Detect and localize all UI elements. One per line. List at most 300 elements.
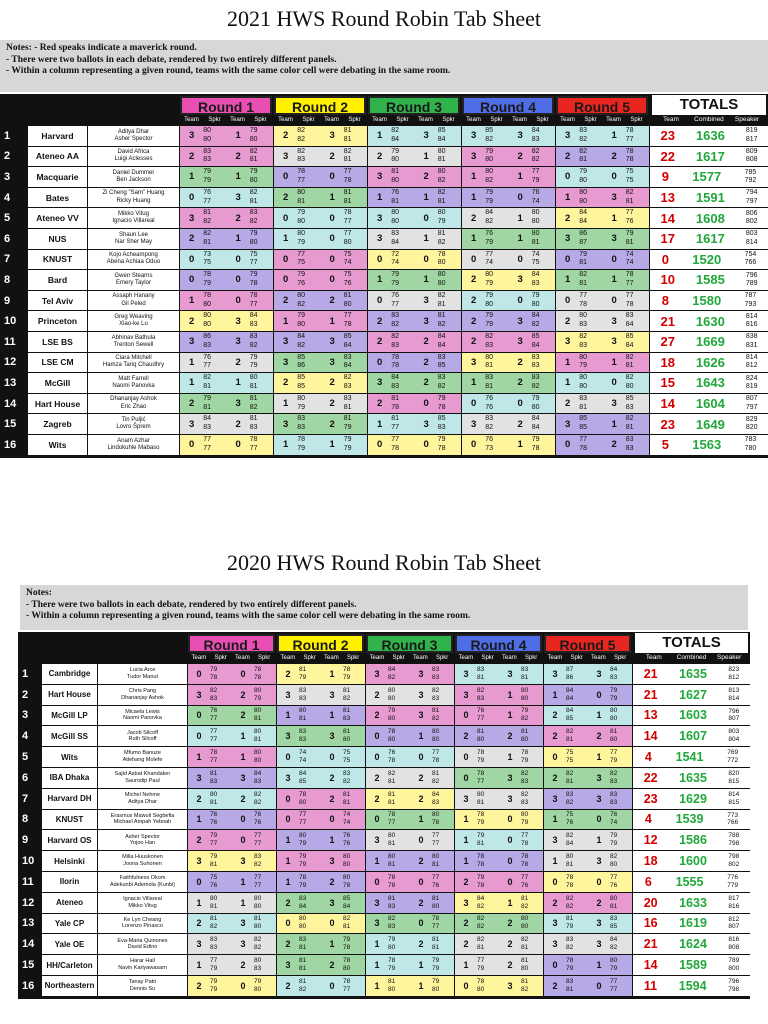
speaker-total: 815 <box>728 798 740 806</box>
team-row <box>0 188 768 208</box>
ballot-win: 3 <box>596 856 602 867</box>
ballot-speaks <box>203 374 226 392</box>
ballot-win: 2 <box>552 772 558 783</box>
speak-value: 80 <box>210 790 218 798</box>
speaker-total: 823 <box>728 666 740 674</box>
ballot-win: 2 <box>196 835 202 846</box>
speak-value: 81 <box>485 382 494 390</box>
ballot-win: 0 <box>564 295 571 307</box>
ballot-win: 3 <box>552 668 558 679</box>
speak-value: 80 <box>299 707 307 715</box>
speak-value: 81 <box>299 977 307 985</box>
speak-value: 82 <box>391 333 400 341</box>
speak-value: 79 <box>477 965 485 973</box>
speak-value: 74 <box>343 259 352 267</box>
ballot-win: 0 <box>517 295 523 307</box>
ballot-win: 3 <box>564 418 571 430</box>
speak-value: 82 <box>566 728 574 736</box>
speak-value: 83 <box>249 333 258 341</box>
round-cell <box>368 167 462 187</box>
ballot-win: 1 <box>552 856 558 867</box>
round-subheader: Spkr <box>613 655 627 661</box>
speak-value: 79 <box>610 757 618 765</box>
speak-value: 73 <box>203 250 212 258</box>
ballot-speaks <box>388 811 410 827</box>
speak-value: 79 <box>297 271 306 279</box>
speak-value: 83 <box>299 686 307 694</box>
ballot-win: 2 <box>285 897 291 908</box>
rank-number: 11 <box>22 875 34 888</box>
speak-value: 81 <box>579 403 588 411</box>
speaker-totals <box>746 333 758 350</box>
ballot-win: 3 <box>285 772 291 783</box>
speaker-total: 809 <box>745 148 758 155</box>
round-cell <box>274 332 368 352</box>
speaker-name: Tanay Patri <box>128 979 157 986</box>
ballot-win: 1 <box>470 377 477 389</box>
speak-value: 79 <box>297 444 306 452</box>
combined-speaks: 1563 <box>692 437 722 453</box>
tab-table <box>18 632 750 999</box>
speak-value: 76 <box>203 353 212 361</box>
ballot-speaks <box>610 728 632 744</box>
ballot-speaks <box>391 271 414 289</box>
ballot-win: 1 <box>423 233 429 245</box>
combined-speaks: 1633 <box>679 895 707 910</box>
speak-value: 80 <box>210 894 218 902</box>
ballot-win: 3 <box>196 939 202 950</box>
ballot-speaks <box>485 312 508 330</box>
team-name: McGill <box>28 373 88 393</box>
ballot-win: 0 <box>517 192 523 204</box>
speak-value: 78 <box>477 881 485 889</box>
round-subheader: Team <box>560 117 575 123</box>
ballot-win: 2 <box>507 939 513 950</box>
team-points: 6 <box>644 874 652 889</box>
ballot-speaks <box>432 957 454 973</box>
speaker-total: 814 <box>728 790 740 798</box>
team-row <box>0 373 768 393</box>
ballot-speaks <box>521 791 543 807</box>
speak-value: 83 <box>210 694 218 702</box>
speaker-total: 816 <box>728 902 740 910</box>
ballot-win: 0 <box>463 752 469 763</box>
round-cell <box>455 955 544 975</box>
speaker-total: 819 <box>745 127 758 135</box>
speaker-totals <box>746 354 758 371</box>
round-cell <box>188 955 277 975</box>
speak-value: 85 <box>437 362 446 370</box>
round-cell <box>462 250 556 270</box>
ballot-speaks <box>485 374 508 392</box>
speaker-total: 820 <box>745 424 758 432</box>
ballot-speaks <box>579 374 602 392</box>
speaker-total: 815 <box>728 777 740 785</box>
speakers <box>88 332 180 352</box>
ballot-speaks <box>579 395 602 413</box>
ballot-speaks <box>485 127 508 145</box>
combined-speaks: 1629 <box>679 791 707 806</box>
team-name: Princeton <box>28 311 88 331</box>
round-cell <box>277 934 366 954</box>
round-cell <box>462 332 556 352</box>
rank-number: 7 <box>22 792 29 805</box>
ballot-win: 1 <box>517 233 523 245</box>
team-points: 23 <box>660 416 675 432</box>
speak-value: 77 <box>203 197 212 205</box>
round-subheader: Spkr <box>254 117 267 123</box>
speak-value: 84 <box>566 694 574 702</box>
team-row <box>0 291 768 311</box>
speak-value: 76 <box>531 188 540 196</box>
ballot-speaks <box>477 666 499 682</box>
ballot-win: 0 <box>564 253 571 265</box>
round-cell <box>277 726 366 746</box>
combined-speaks: 1603 <box>679 708 707 723</box>
speaker-name: Saurodip Paul <box>125 777 160 784</box>
round-subheader: Spkr <box>442 117 455 123</box>
speak-value: 84 <box>391 238 400 246</box>
speak-value: 83 <box>579 394 588 402</box>
speaker-name: Lucia Arce <box>129 667 156 674</box>
speak-value: 83 <box>579 127 588 135</box>
speak-value: 79 <box>477 757 485 765</box>
ballot-win: 1 <box>374 856 380 867</box>
ballot-speaks <box>485 292 508 310</box>
combined-speaks: 1617 <box>695 148 725 164</box>
ballot-win: 1 <box>596 960 602 971</box>
speak-value: 82 <box>521 769 529 777</box>
ballot-win: 2 <box>188 398 195 410</box>
speak-value: 79 <box>477 832 485 840</box>
ballot-speaks <box>485 333 508 351</box>
speak-value: 82 <box>531 321 540 329</box>
speaker-name: Harar Hall <box>130 958 155 965</box>
speak-value: 80 <box>531 230 540 238</box>
ballot-win: 2 <box>423 356 429 368</box>
ballot-win: 1 <box>470 233 477 245</box>
ballot-speaks <box>299 874 321 890</box>
speak-value: 78 <box>343 321 352 329</box>
speak-value: 81 <box>521 728 529 736</box>
ballot-win: 2 <box>564 315 571 327</box>
ballot-speaks <box>477 728 499 744</box>
ballot-speaks <box>299 811 321 827</box>
speak-value: 75 <box>249 250 258 258</box>
ballot-speaks <box>432 728 454 744</box>
combined-speaks: 1636 <box>695 128 725 144</box>
totals-cell <box>650 126 768 146</box>
speakers <box>98 934 188 954</box>
ballot-speaks <box>210 957 232 973</box>
ballot-speaks <box>203 209 226 227</box>
speaker-name: Zi Cheng "Sam" Huang <box>102 190 165 197</box>
speak-value: 81 <box>477 728 485 736</box>
sheet-title: 2020 HWS Round Robin Tab Sheet <box>227 550 541 575</box>
ballot-win: 2 <box>418 897 424 908</box>
totals-subheader: Team <box>645 654 662 661</box>
speak-value: 77 <box>521 873 529 881</box>
speak-value: 78 <box>566 873 574 881</box>
ballot-speaks <box>203 251 226 269</box>
totals-subheader: Team <box>663 116 679 123</box>
speak-value: 82 <box>521 985 529 993</box>
speak-value: 76 <box>254 811 262 819</box>
speak-value: 80 <box>343 300 352 308</box>
ballot-win: 1 <box>611 274 617 286</box>
ballot-speaks <box>344 333 367 351</box>
ballot-speaks <box>254 728 276 744</box>
speak-value: 80 <box>432 902 440 910</box>
speaker-total: 829 <box>745 415 758 423</box>
speaker-name: Hamza Tariq Chaudhry <box>102 362 165 369</box>
ballot-speaks <box>299 853 321 869</box>
speak-value: 78 <box>388 873 396 881</box>
round-cell <box>366 893 455 913</box>
ballot-win: 1 <box>376 418 383 430</box>
speak-value: 78 <box>299 790 307 798</box>
speak-value: 82 <box>610 852 618 860</box>
ballot-win: 3 <box>235 192 241 204</box>
speak-value: 79 <box>299 852 307 860</box>
round-subheader: Spkr <box>524 655 538 661</box>
ballot-win: 0 <box>196 710 202 721</box>
ballot-speaks <box>521 687 543 703</box>
ballot-win: 2 <box>282 295 289 307</box>
speaker-name: Kojo Acheampong <box>109 252 158 259</box>
team-points: 5 <box>661 437 669 453</box>
speak-value: 83 <box>299 894 307 902</box>
speak-value: 84 <box>343 902 351 910</box>
ballot-win: 2 <box>240 689 246 700</box>
ballot-win: 3 <box>552 793 558 804</box>
speak-value: 79 <box>210 665 218 673</box>
speak-value: 76 <box>210 881 218 889</box>
round-subheader: Spkr <box>490 117 503 123</box>
speak-value: 74 <box>343 819 351 827</box>
round-cell <box>274 435 368 455</box>
ballot-win: 3 <box>564 336 571 348</box>
ballot-speaks <box>254 874 276 890</box>
combined-speaks: 1555 <box>675 874 704 889</box>
speak-value: 76 <box>203 188 212 196</box>
round-cell <box>366 851 455 871</box>
team-row <box>0 414 768 434</box>
ballot-win: 0 <box>285 793 291 804</box>
speak-value: 82 <box>579 135 588 143</box>
speak-value: 83 <box>299 694 307 702</box>
round-cell <box>556 353 650 373</box>
speak-value: 76 <box>343 832 351 840</box>
round-cell <box>277 706 366 726</box>
ballot-win: 3 <box>517 274 523 286</box>
team-points: 21 <box>643 666 658 681</box>
speak-value: 77 <box>521 832 529 840</box>
ballot-speaks <box>532 312 555 330</box>
speakers <box>88 353 180 373</box>
ballot-speaks <box>203 148 226 166</box>
speak-value: 79 <box>437 436 446 444</box>
speak-value: 76 <box>485 436 494 444</box>
speak-value: 79 <box>579 250 588 258</box>
ballot-speaks <box>250 230 273 248</box>
ballot-win: 2 <box>423 377 429 389</box>
round-cell <box>462 373 556 393</box>
speak-value: 77 <box>432 840 440 848</box>
speak-value: 86 <box>203 333 212 341</box>
speak-value: 83 <box>437 374 446 382</box>
ballot-win: 3 <box>329 336 335 348</box>
speaker-name: Ruth Silcoff <box>128 736 157 743</box>
speakers <box>98 976 188 996</box>
round-cell <box>277 685 366 705</box>
speak-value: 80 <box>521 965 529 973</box>
speak-value: 82 <box>437 188 446 196</box>
ballot-speaks <box>485 168 508 186</box>
ballot-speaks <box>210 832 232 848</box>
round-cell <box>274 394 368 414</box>
speaker-name: Asher Spector <box>125 833 160 840</box>
ballot-speaks <box>344 436 367 454</box>
speak-value: 78 <box>343 881 351 889</box>
rank-number: 16 <box>4 438 17 451</box>
speak-value: 82 <box>437 238 446 246</box>
totals-cell <box>650 270 768 290</box>
ballot-speaks <box>250 148 273 166</box>
rank-number: 13 <box>4 376 17 389</box>
ballot-win: 2 <box>285 939 291 950</box>
speak-value: 77 <box>625 209 634 217</box>
ballot-win: 0 <box>282 212 289 224</box>
speaker-name: Mfumo Banuze <box>124 750 161 757</box>
speaker-name: Navin Kariyawasam <box>118 965 167 972</box>
round-cell <box>368 229 462 249</box>
round-cell <box>544 914 633 934</box>
speaker-total: 820 <box>728 770 740 778</box>
ballot-speaks <box>254 895 276 911</box>
round-cell <box>462 353 556 373</box>
ballot-win: 3 <box>596 939 602 950</box>
ballot-win: 0 <box>329 814 335 825</box>
round-cell <box>180 167 274 187</box>
ballot-win: 2 <box>423 171 429 183</box>
round-cell <box>180 250 274 270</box>
speak-value: 80 <box>254 707 262 715</box>
ballot-speaks <box>210 811 232 827</box>
speak-value: 77 <box>477 956 485 964</box>
speak-value: 80 <box>391 218 400 226</box>
speaker-total: 779 <box>727 881 739 889</box>
speakers <box>88 147 180 167</box>
ballot-win: 0 <box>611 171 617 183</box>
ballot-speaks <box>254 770 276 786</box>
team-row <box>0 167 768 187</box>
ballot-speaks <box>432 791 454 807</box>
speaker-total: 803 <box>745 230 758 238</box>
combined-speaks: 1626 <box>695 354 725 370</box>
ballot-win: 3 <box>517 130 523 142</box>
speak-value: 83 <box>432 673 440 681</box>
totals-cell <box>633 851 750 871</box>
ballot-speaks <box>250 415 273 433</box>
speak-value: 77 <box>432 923 440 931</box>
ballot-speaks <box>626 312 649 330</box>
ballot-win: 1 <box>564 274 571 286</box>
speak-value: 83 <box>625 436 634 444</box>
ballot-speaks <box>432 749 454 765</box>
combined-speaks: 1586 <box>679 833 707 848</box>
ballot-win: 2 <box>376 336 383 348</box>
speak-value: 80 <box>625 382 634 390</box>
round-cell <box>274 373 368 393</box>
speak-value: 82 <box>249 403 258 411</box>
team-points: 14 <box>660 396 675 412</box>
speak-value: 78 <box>343 176 352 184</box>
combined-speaks: 1624 <box>679 937 707 952</box>
ballot-speaks <box>626 148 649 166</box>
speak-value: 84 <box>625 321 634 329</box>
round-cell <box>544 664 633 684</box>
speak-value: 81 <box>391 168 400 176</box>
ballot-speaks <box>299 832 321 848</box>
speak-value: 81 <box>210 798 218 806</box>
ballot-speaks <box>254 707 276 723</box>
ballot-speaks <box>297 415 320 433</box>
ballot-win: 2 <box>235 356 241 368</box>
team-points: 4 <box>644 750 652 765</box>
ballot-win: 1 <box>285 856 291 867</box>
round-subheader: Team <box>547 655 563 661</box>
speak-value: 80 <box>477 790 485 798</box>
speaker-name: Adekunbi Ademola (Kunbi) <box>109 881 176 888</box>
ballot-speaks <box>521 874 543 890</box>
ballot-speaks <box>610 832 632 848</box>
ballot-speaks <box>250 251 273 269</box>
round-cell <box>274 311 368 331</box>
ballot-speaks <box>391 436 414 454</box>
speak-value: 78 <box>343 665 351 673</box>
speak-value: 81 <box>388 894 396 902</box>
speak-value: 84 <box>437 135 446 143</box>
rank-number: 14 <box>22 938 35 951</box>
speak-value: 80 <box>432 736 440 744</box>
speak-value: 82 <box>521 936 529 944</box>
speaker-total: 789 <box>745 279 758 287</box>
round-cell <box>462 435 556 455</box>
team-row <box>0 270 768 290</box>
speak-value: 84 <box>391 135 400 143</box>
speak-value: 82 <box>625 353 634 361</box>
totals-cell <box>633 768 750 788</box>
speak-value: 83 <box>566 790 574 798</box>
ballot-win: 2 <box>329 150 335 162</box>
ballot-speaks <box>210 915 232 931</box>
ballot-speaks <box>438 148 461 166</box>
speak-value: 78 <box>477 748 485 756</box>
ballot-speaks <box>485 209 508 227</box>
team-points: 13 <box>643 708 658 723</box>
ballot-speaks <box>250 374 273 392</box>
ballot-win: 0 <box>418 752 424 763</box>
speak-value: 78 <box>297 436 306 444</box>
speak-value: 76 <box>210 707 218 715</box>
team-points: 21 <box>660 313 675 329</box>
round-cell <box>274 147 368 167</box>
speak-value: 77 <box>343 985 351 993</box>
ballot-win: 2 <box>418 856 424 867</box>
speak-value: 79 <box>485 291 494 299</box>
speak-value: 77 <box>299 811 307 819</box>
